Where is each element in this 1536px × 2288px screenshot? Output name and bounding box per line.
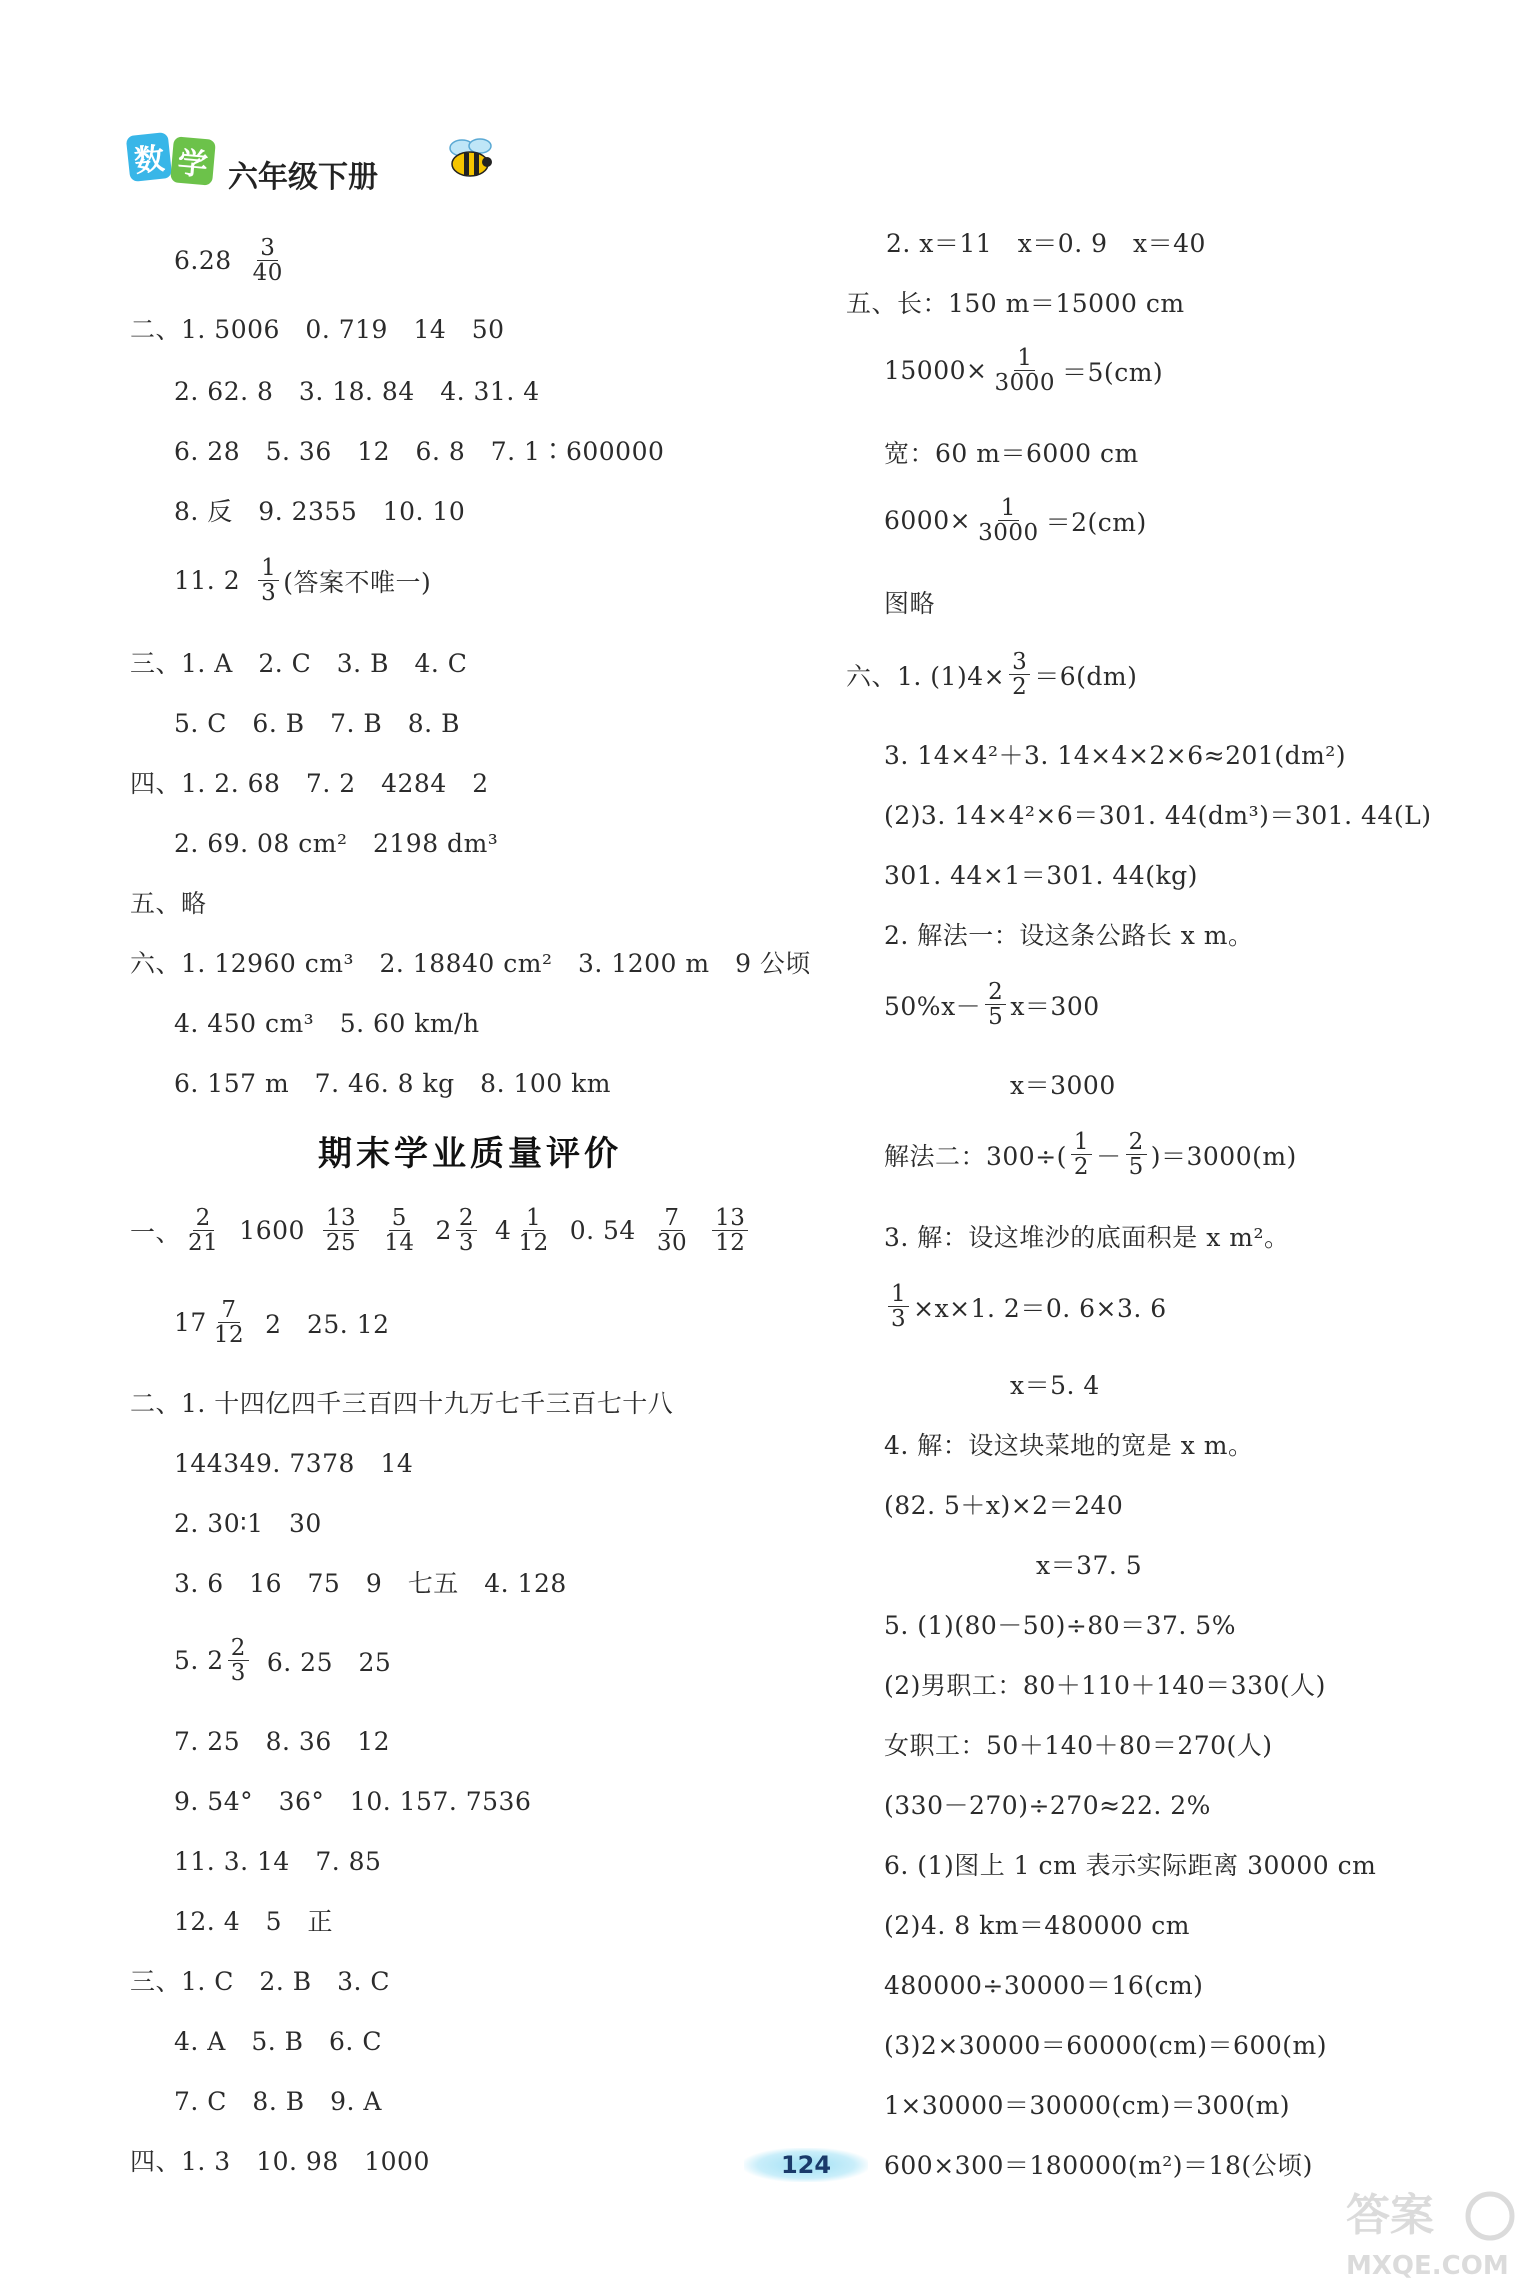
fraction <box>1009 650 1030 699</box>
svg-text:答案: 答案 <box>1346 2190 1434 2241</box>
left-line-2: 二、1. 5006 0. 719 14 50 <box>130 315 505 344</box>
page-number: 124 <box>744 2148 868 2182</box>
left-line-11: 五、略 <box>130 889 207 918</box>
right-line-9: (2)3. 14×4²×6＝301. 44(dm³)＝301. 44(L) <box>884 801 1432 830</box>
answer-text: 0. 54 <box>569 1216 636 1246</box>
fraction <box>1126 1130 1147 1179</box>
numerator: 1 <box>888 1282 909 1307</box>
right-line-1: 2. x＝11 x＝0. 9 x＝40 <box>886 229 1206 258</box>
numerator: 2 <box>193 1206 214 1231</box>
left-line-21 <box>174 1636 391 1685</box>
right-line-21: 5. (1)(80－50)÷80＝37. 5% <box>884 1611 1236 1640</box>
answer-text: 2 <box>435 1216 452 1246</box>
left-line-28: 7. C 8. B 9. A <box>174 2087 382 2116</box>
right-line-5 <box>884 496 1147 545</box>
denominator: 12 <box>518 1230 549 1257</box>
answer-text: 5. 2 <box>174 1646 224 1676</box>
denominator: 12 <box>715 1230 746 1257</box>
right-line-25: 6. (1)图上 1 cm 表示实际距离 30000 cm <box>884 1851 1377 1880</box>
left-line-29: 四、1. 3 10. 98 1000 <box>130 2147 430 2176</box>
denominator: 3 <box>458 1230 475 1257</box>
denominator: 3000 <box>994 370 1056 397</box>
denominator: 3 <box>261 580 277 607</box>
expr-text: 15000× <box>884 356 988 386</box>
expr-text: 六、1. (1)4× <box>846 661 1006 691</box>
denominator: 3 <box>230 1660 246 1687</box>
grade-label: 六年级下册 <box>228 160 378 195</box>
answer-text: 6. 25 25 <box>266 1647 392 1677</box>
expr-text: ＝5(cm) <box>1062 357 1164 387</box>
right-line-20: x＝37. 5 <box>1036 1551 1143 1580</box>
left-line-24: 11. 3. 14 7. 85 <box>174 1847 382 1876</box>
right-line-19: (82. 5＋x)×2＝240 <box>884 1491 1124 1520</box>
left-line-14: 6. 157 m 7. 46. 8 kg 8. 100 km <box>174 1069 611 1098</box>
left-line-26: 三、1. C 2. B 3. C <box>130 1967 391 1996</box>
right-line-23: 女职工：50＋140＋80＝270(人) <box>884 1731 1273 1760</box>
denominator: 30 <box>656 1230 688 1257</box>
expr-text: )＝3000(m) <box>1150 1141 1297 1171</box>
right-line-30: 600×300＝180000(m²)＝18(公顷) <box>884 2151 1313 2180</box>
left-line-20: 3. 6 16 75 9 七五 4. 128 <box>174 1569 567 1598</box>
right-line-26: (2)4. 8 km＝480000 cm <box>884 1911 1191 1940</box>
right-line-17: x＝5. 4 <box>1010 1371 1100 1400</box>
right-line-29: 1×30000＝30000(cm)＝300(m) <box>884 2091 1291 2120</box>
numerator: 5 <box>389 1206 410 1231</box>
fraction <box>985 980 1006 1029</box>
denominator: 2 <box>1012 674 1028 701</box>
right-line-27: 480000÷30000＝16(cm) <box>884 1971 1204 2000</box>
right-line-16 <box>884 1282 1167 1331</box>
expr-text: － <box>1096 1141 1122 1171</box>
fraction <box>654 1206 690 1255</box>
numerator: 1 <box>1071 1130 1092 1155</box>
right-line-10: 301. 44×1＝301. 44(kg) <box>884 861 1198 890</box>
left-line-9: 四、1. 2. 68 7. 2 4284 2 <box>130 769 489 798</box>
right-line-7 <box>846 650 1137 699</box>
numerator: 3 <box>257 236 278 261</box>
left-line-16 <box>174 1298 390 1347</box>
left-line-13: 4. 450 cm³ 5. 60 km/h <box>174 1009 480 1038</box>
answer-text: 11. 2 <box>174 566 241 596</box>
left-line-15 <box>130 1206 752 1255</box>
left-line-8: 5. C 6. B 7. B 8. B <box>174 709 460 738</box>
left-line-25: 12. 4 5 正 <box>174 1907 334 1936</box>
numerator: 7 <box>218 1298 239 1323</box>
right-line-15: 3. 解：设这堆沙的底面积是 x m²。 <box>884 1223 1290 1252</box>
left-line-3: 2. 62. 8 3. 18. 84 4. 31. 4 <box>174 377 540 406</box>
expr-text: ＝2(cm) <box>1045 507 1147 537</box>
page-header <box>128 128 508 198</box>
answer-text: 1600 <box>239 1216 305 1246</box>
fraction <box>323 1206 359 1255</box>
answer-text: 17 <box>174 1308 207 1338</box>
numerator: 2 <box>1126 1130 1147 1155</box>
numerator: 7 <box>661 1206 682 1231</box>
left-line-4: 6. 28 5. 36 12 6. 8 7. 1∶600000 <box>174 437 665 466</box>
denominator: 5 <box>1128 1154 1144 1181</box>
right-line-18: 4. 解：设这块菜地的宽是 x m。 <box>884 1431 1254 1460</box>
left-line-12: 六、1. 12960 cm³ 2. 18840 cm² 3. 1200 m 9 公顷 <box>130 949 811 978</box>
fraction <box>250 236 286 285</box>
left-line-1 <box>174 236 290 285</box>
numerator: 13 <box>712 1206 748 1231</box>
right-line-3 <box>884 346 1163 395</box>
logo-math-char-2: 学 <box>170 136 216 185</box>
logo-math-char-1: 数 <box>126 132 173 182</box>
numerator: 2 <box>456 1206 477 1231</box>
section-title: 期末学业质量评价 <box>318 1134 622 1174</box>
left-line-7: 三、1. A 2. C 3. B 4. C <box>130 649 468 678</box>
watermark-text: MXQE.COM <box>1346 2251 1509 2281</box>
left-line-27: 4. A 5. B 6. C <box>174 2027 382 2056</box>
right-line-14 <box>884 1130 1297 1179</box>
left-line-6 <box>174 556 431 605</box>
denominator: 3 <box>891 1306 907 1333</box>
fraction <box>888 1282 909 1331</box>
fraction <box>975 496 1042 545</box>
fraction <box>712 1206 748 1255</box>
right-line-11: 2. 解法一：设这条公路长 x m。 <box>884 921 1254 950</box>
numerator: 13 <box>323 1206 359 1231</box>
left-line-22: 7. 25 8. 36 12 <box>174 1727 391 1756</box>
expr-text: 6000× <box>884 506 972 536</box>
answer-text: 2 25. 12 <box>265 1309 390 1339</box>
answer-text: 4 <box>495 1216 512 1246</box>
denominator: 14 <box>384 1230 415 1257</box>
left-line-18: 144349. 7378 14 <box>174 1449 414 1478</box>
numerator: 2 <box>985 980 1006 1005</box>
right-line-12 <box>884 980 1100 1029</box>
numerator: 1 <box>258 556 279 581</box>
numerator: 1 <box>1014 346 1035 371</box>
right-line-8: 3. 14×4²＋3. 14×4×2×6≈201(dm²) <box>884 741 1347 770</box>
numerator: 2 <box>228 1636 249 1661</box>
right-line-4: 宽：60 m＝6000 cm <box>884 439 1139 468</box>
numerator: 1 <box>998 496 1019 521</box>
expr-text: ＝6(dm) <box>1034 661 1138 691</box>
watermark-logo <box>1340 2170 1520 2282</box>
denominator: 25 <box>325 1230 357 1257</box>
fraction <box>1071 1130 1092 1179</box>
denominator: 2 <box>1073 1154 1090 1181</box>
bee-icon <box>440 134 500 184</box>
denominator: 5 <box>988 1004 1004 1031</box>
fraction <box>381 1206 417 1255</box>
right-line-2: 五、长：150 m＝15000 cm <box>846 289 1185 318</box>
numerator: 3 <box>1009 650 1030 675</box>
denominator: 3000 <box>978 520 1039 547</box>
right-line-13: x＝3000 <box>1010 1071 1116 1100</box>
fraction <box>228 1636 249 1685</box>
answer-text: 6.28 <box>174 246 232 276</box>
expr-text: ×x×1. 2＝0. 6×3. 6 <box>913 1293 1167 1323</box>
fraction <box>258 556 279 605</box>
fraction <box>515 1206 551 1255</box>
right-line-28: (3)2×30000＝60000(cm)＝600(m) <box>884 2031 1327 2060</box>
right-line-6: 图略 <box>884 589 936 618</box>
note-text: (答案不唯一) <box>283 567 432 597</box>
expr-text: 50%x－ <box>884 991 982 1021</box>
left-line-23: 9. 54° 36° 10. 157. 7536 <box>174 1787 532 1816</box>
fraction <box>456 1206 477 1255</box>
left-line-17: 二、1. 十四亿四千三百四十九万七千三百七十八 <box>130 1389 674 1418</box>
left-line-19: 2. 30∶1 30 <box>174 1509 322 1538</box>
expr-text: 解法二：300÷( <box>884 1141 1067 1171</box>
denominator: 21 <box>188 1230 219 1257</box>
right-line-24: (330－270)÷270≈22. 2% <box>884 1791 1211 1820</box>
fraction <box>185 1206 221 1255</box>
right-line-22: (2)男职工：80＋110＋140＝330(人) <box>884 1671 1326 1700</box>
fraction <box>211 1298 247 1347</box>
expr-text: x＝300 <box>1010 991 1100 1021</box>
answer-text: 一、 <box>130 1217 182 1247</box>
left-line-5: 8. 反 9. 2355 10. 10 <box>174 497 466 526</box>
fraction <box>991 346 1058 395</box>
denominator: 40 <box>252 260 283 287</box>
left-line-10: 2. 69. 08 cm² 2198 dm³ <box>174 829 499 858</box>
denominator: 12 <box>213 1322 245 1349</box>
numerator: 1 <box>523 1206 544 1231</box>
